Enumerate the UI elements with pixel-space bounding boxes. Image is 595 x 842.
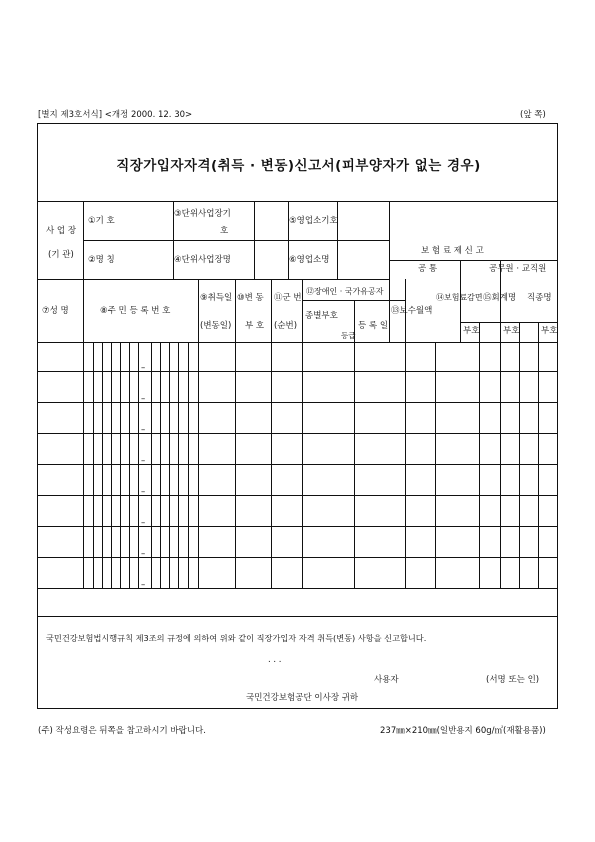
divider (435, 342, 436, 588)
divider (389, 260, 557, 261)
divider (83, 279, 84, 588)
divider (120, 342, 121, 588)
common-header: 공 통 (418, 264, 438, 274)
reg-dash: – (141, 425, 146, 435)
divider (271, 279, 272, 588)
divider (83, 240, 389, 241)
divider (93, 342, 94, 588)
divider (38, 279, 389, 280)
col-disabled: ⑫장애인 · 국가유공자 (306, 287, 384, 296)
field-unit-code-sub: 호 (220, 226, 229, 236)
field-code: ①기 호 (88, 216, 115, 226)
divider (38, 588, 557, 589)
col-military-no: ⑪군 번 (274, 293, 302, 303)
col-disabled-reg-date: 등 록 일 (358, 321, 389, 331)
insurance-report-header: 보 험 료 제 신 고 (421, 246, 484, 256)
divider (188, 342, 189, 588)
divider (389, 201, 390, 342)
divider (337, 201, 338, 279)
col-disabled-type: 종별부호 (305, 311, 338, 321)
col-name: ⑦성 명 (42, 306, 69, 316)
date-line: . . . (268, 655, 282, 665)
col-acquire-date: ⑨취득일 (200, 293, 233, 303)
public-staff-header: 공무원 · 교직원 (489, 264, 547, 274)
divider (288, 201, 289, 279)
divider (38, 201, 557, 202)
divider (500, 260, 501, 588)
divider (354, 300, 355, 588)
statement-text: 국민건강보험법시행규칙 제3조의 규정에 의하여 위와 같이 직장가입자 자격 취득(변동) 사항을 신고합니다. (46, 633, 427, 643)
divider (235, 279, 236, 588)
reg-dash: – (141, 518, 146, 528)
divider (479, 322, 480, 588)
employer-label-sub: (기 관) (48, 250, 74, 260)
col-disabled-grade: 등급 (341, 331, 356, 340)
col-acquire-date-sub: (변동일) (200, 321, 232, 331)
divider (38, 616, 557, 617)
form-title: 직장가입자자격(취득 · 변동)신고서(피부양자가 없는 경우) (116, 158, 481, 174)
page-side: (앞 쪽) (520, 110, 546, 120)
divider (169, 342, 170, 588)
divider (102, 342, 103, 588)
divider (405, 279, 406, 588)
divider (129, 342, 130, 588)
reg-dash: – (141, 549, 146, 559)
field-unit-code: ③단위사업장기 (174, 209, 231, 219)
footer-note: (주) 작성요령은 뒤쪽을 참고하시기 바랍니다. (38, 726, 206, 736)
col-military-no-sub: (순번) (274, 321, 298, 331)
divider (178, 342, 179, 588)
reg-dash: – (141, 456, 146, 466)
user-label: 사용자 (374, 675, 399, 685)
divider (302, 279, 303, 588)
col-reduction-code: 부호 (463, 326, 480, 336)
divider (254, 201, 255, 279)
col-salary: ⑬보수월액 (391, 306, 433, 316)
col-resident-number: ⑧주 민 등 록 번 호 (100, 306, 171, 316)
divider (519, 322, 520, 588)
col-job-code: 부호 (541, 326, 558, 336)
signature-label: (서명 또는 인) (486, 675, 540, 685)
addressee: 국민건강보험공단 이사장 귀하 (246, 693, 359, 703)
reg-dash: – (141, 394, 146, 404)
reg-dash: – (141, 580, 146, 590)
col-reduction: ⑭보험료감면 (436, 293, 483, 302)
divider (198, 279, 199, 588)
col-job: 직종명 (527, 293, 552, 303)
insurance-form (37, 123, 558, 709)
divider (151, 342, 152, 588)
divider (538, 322, 539, 588)
employer-label: 사 업 장 (46, 226, 77, 236)
form-number: [별지 제3호서식] <개정 2000. 12. 30> (38, 110, 193, 120)
col-account: ⑮회계명 (483, 293, 517, 303)
col-account-code: 부호 (503, 326, 520, 336)
field-unit-name: ④단위사업장명 (174, 255, 231, 265)
field-office-name: ⑥영업소명 (289, 255, 330, 265)
field-name: ②명 칭 (88, 255, 115, 265)
divider (83, 201, 84, 279)
reg-dash: – (141, 363, 146, 373)
col-change-code-sub: 부 호 (245, 321, 265, 331)
col-change-code: ⑩변 동 (237, 293, 264, 303)
divider (111, 342, 112, 588)
field-office-code: ⑤영업소기호 (289, 216, 338, 226)
divider (460, 322, 557, 323)
paper-spec: 237㎜×210㎜(일반용지 60g/㎡(재활용품)) (380, 726, 546, 736)
divider (138, 342, 139, 588)
divider (160, 342, 161, 588)
reg-dash: – (141, 487, 146, 497)
